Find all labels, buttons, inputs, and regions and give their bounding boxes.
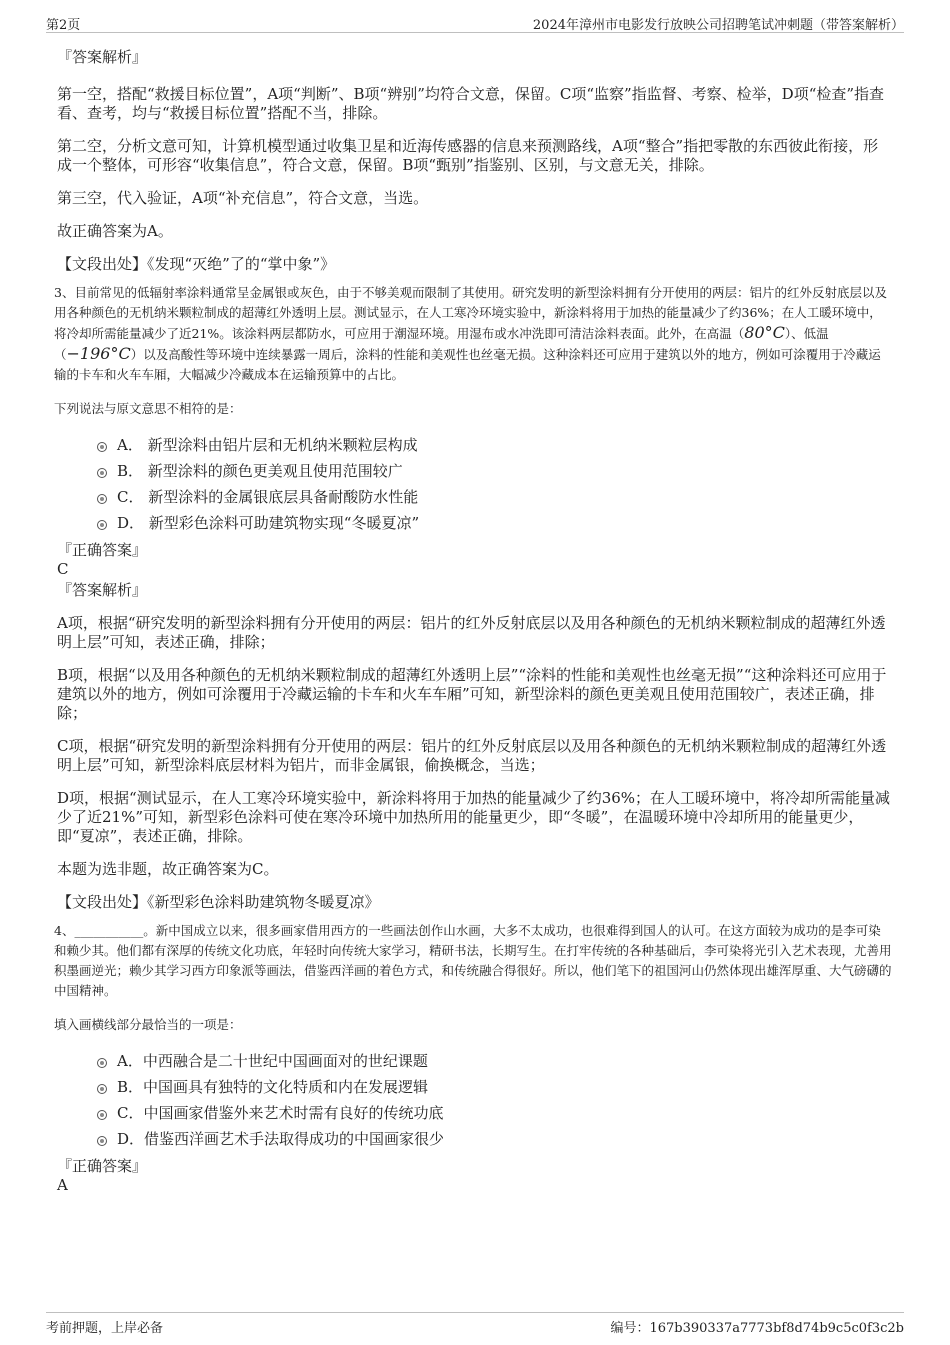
radio-icon[interactable] <box>97 520 107 530</box>
correct-answer-tag: 『正确答案』 <box>57 541 148 559</box>
stem-text: ）以及高酸性等环境中连续暴露一周后，涂料的性能和美观性也丝毫无损。这种涂料还可应用于建筑以外的地方，例如可涂覆用于冷藏运输的卡车和火车车厢，大幅减少冷藏成本在运输预算中的占比。 <box>54 347 881 382</box>
document-id: 编号：167b390337a7773bf8d74b9c5c0f3c2b <box>610 1321 904 1336</box>
question-stem: 4、___________。新中国成立以来，很多画家借用西方的一些画法创作山水画，大多不太成功，也很难得到国人的认可。在这方面较为成功的是李可染和赖少其。他们都有深厚的传统文化功底，年轻时向传统大家学习，精研书法，长期写生。在打牢传统的各种基础后，李可染将光引入艺术表现，尤善用积墨画逆光；赖少其学习西方印象派等画法，借鉴西洋画的着色方式，和传统融合得很好。所以，他们笔下的祖国河山仍然体现出雄浑厚重、大气磅礴的中国精神。 <box>54 923 892 998</box>
page-number: 第2页 <box>46 18 81 33</box>
analysis-conclusion: 本题为选非题，故正确答案为C。 <box>57 860 279 878</box>
correct-answer: A <box>57 1176 68 1194</box>
analysis-paragraph: D项，根据“测试显示，在人工寒冷环境实验中，新涂料将用于加热的能量减少了约36%；在人工暖环境中，将冷却所需能量减少了近21%”可知，新型彩色涂料可使在寒冷环境中加热所用的能量更少，即“冬暖”，在温暖环境中冷却所用的能量更少，即“夏凉”，表述正确，排除。 <box>57 789 891 845</box>
question-stem <box>54 283 893 385</box>
radio-icon[interactable] <box>97 442 107 452</box>
option-c[interactable] <box>97 483 893 509</box>
option-b[interactable] <box>97 1073 893 1099</box>
option-label: B． 新型涂料的颜色更美观且使用范围较广 <box>117 461 403 480</box>
analysis-paragraph: 第二空，分析文意可知，计算机模型通过收集卫星和近海传感器的信息来预测路线，A项“整合”指把零散的东西彼此衔接，形成一个整体，可形容“收集信息”，符合文意，保留。B项“甄别”指鉴别、区别，与文意无关，排除。 <box>57 137 879 174</box>
option-label: D． 新型彩色涂料可助建筑物实现“冬暖夏凉” <box>117 513 420 532</box>
option-c[interactable] <box>97 1099 893 1125</box>
analysis-tag: 『答案解析』 <box>57 581 148 599</box>
analysis-conclusion: 故正确答案为A。 <box>57 222 173 240</box>
question-prompt: 填入画横线部分最恰当的一项是： <box>54 1017 242 1032</box>
radio-icon[interactable] <box>97 1136 107 1146</box>
option-d[interactable] <box>97 509 893 535</box>
stem-text: ）、低温（ <box>54 326 829 362</box>
page-header <box>46 12 904 33</box>
document-title: 2024年漳州市电影发行放映公司招聘笔试冲刺题（带答案解析） <box>532 18 904 33</box>
analysis-paragraph: 第三空，代入验证，A项“补充信息”，符合文意，当选。 <box>57 189 429 207</box>
analysis-tag: 『答案解析』 <box>57 48 148 66</box>
radio-icon[interactable] <box>97 468 107 478</box>
page-footer <box>46 1312 904 1335</box>
main-content <box>54 44 893 1194</box>
option-label: A． 新型涂料由铝片层和无机纳米颗粒层构成 <box>117 435 418 454</box>
option-label: B．中国画具有独特的文化特质和内在发展逻辑 <box>117 1077 429 1096</box>
option-label: C． 新型涂料的金属银底层具备耐酸防水性能 <box>117 487 419 506</box>
correct-answer-tag: 『正确答案』 <box>57 1157 148 1175</box>
radio-icon[interactable] <box>97 1058 107 1068</box>
stem-text: 3、目前常见的低辐射率涂料通常呈金属银或灰色，由于不够美观而限制了其使用。研究发明的新型涂料拥有分开使用的两层：铝片的红外反射底层以及用各种颜色的无机纳米颗粒制成的超薄红外透明上层。测试显示，在人工寒冷环境实验中，新涂料将用于加热的能量减少了约36%；在人工暖环境中，将冷却所需能量减少了近21%。该涂料两层都防水，可应用于潮湿环境。用湿布或水冲洗即可清洁涂料表面。此外，在高温（ <box>54 285 887 341</box>
footer-slogan: 考前押题，上岸必备 <box>46 1321 164 1336</box>
option-label: C．中国画家借鉴外来艺术时需有良好的传统功底 <box>117 1103 444 1122</box>
option-b[interactable] <box>97 457 893 483</box>
option-label: D．借鉴西洋画艺术手法取得成功的中国画家很少 <box>117 1129 445 1148</box>
source-citation: 【文段出处】《发现“灭绝”了的“掌中象”》 <box>57 255 336 273</box>
analysis-paragraph: B项，根据“以及用各种颜色的无机纳米颗粒制成的超薄红外透明上层”“涂料的性能和美观性也丝毫无损”“这种涂料还可应用于建筑以外的地方，例如可涂覆用于冷藏运输的卡车和火车车厢”可知，新型涂料的颜色更美观且使用范围较广，表述正确，排除； <box>57 666 887 722</box>
temperature-high: 80°C <box>744 323 785 342</box>
question-prompt: 下列说法与原文意思不相符的是： <box>54 401 242 416</box>
option-label: A．中西融合是二十世纪中国画面对的世纪课题 <box>117 1051 428 1070</box>
analysis-paragraph: 第一空，搭配“救援目标位置”，A项“判断”、B项“辨别”均符合文意，保留。C项“监察”指监督、考察、检举，D项“检查”指查看、查考，均与“救援目标位置”搭配不当，排除。 <box>57 85 885 122</box>
option-a[interactable] <box>97 1047 893 1073</box>
radio-icon[interactable] <box>97 494 107 504</box>
options-list <box>97 431 893 535</box>
analysis-paragraph: C项，根据“研究发明的新型涂料拥有分开使用的两层：铝片的红外反射底层以及用各种颜色的无机纳米颗粒制成的超薄红外透明上层”可知，新型涂料底层材料为铝片，而非金属银，偷换概念，当选； <box>57 737 887 774</box>
analysis-paragraph: A项，根据“研究发明的新型涂料拥有分开使用的两层：铝片的红外反射底层以及用各种颜色的无机纳米颗粒制成的超薄红外透明上层”可知，表述正确，排除； <box>57 614 886 651</box>
options-list <box>97 1047 893 1151</box>
radio-icon[interactable] <box>97 1110 107 1120</box>
option-d[interactable] <box>97 1125 893 1151</box>
temperature-low: −196°C <box>66 344 131 363</box>
source-citation: 【文段出处】《新型彩色涂料助建筑物冬暖夏凉》 <box>57 893 380 911</box>
correct-answer: C <box>57 560 69 578</box>
radio-icon[interactable] <box>97 1084 107 1094</box>
option-a[interactable] <box>97 431 893 457</box>
